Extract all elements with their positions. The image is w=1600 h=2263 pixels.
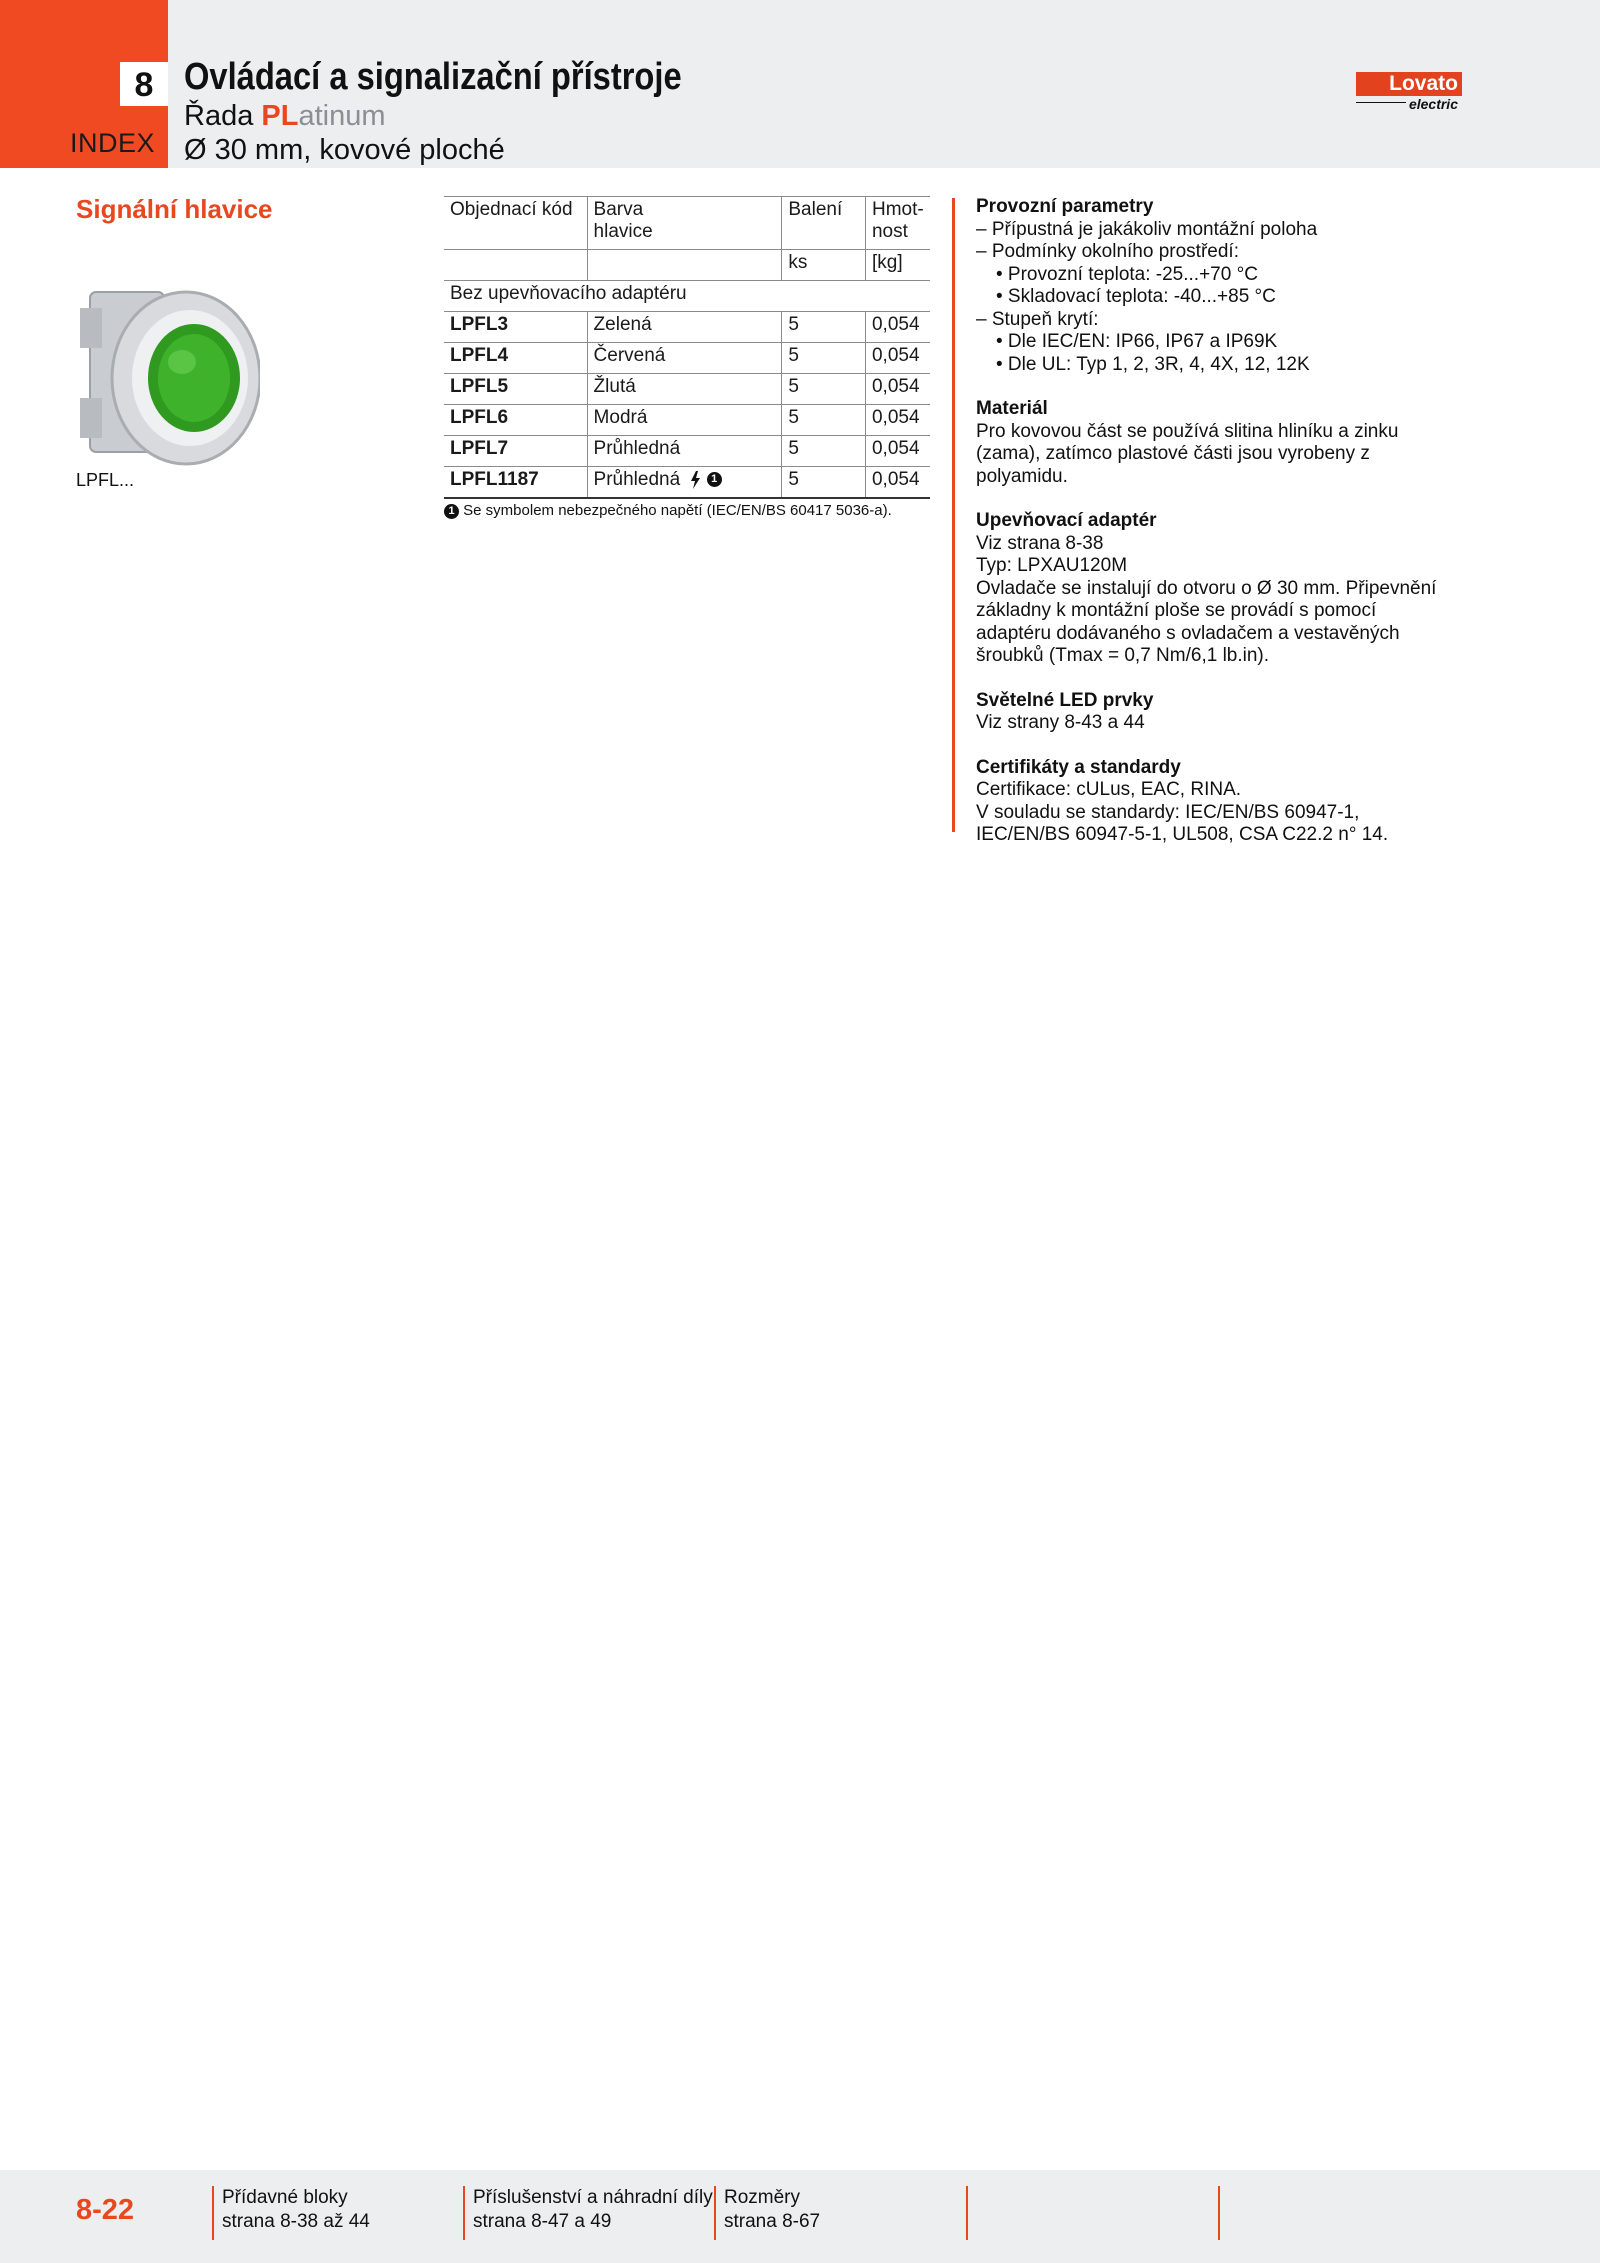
brand-rest: atinum [298,100,386,132]
adapter-text: Ovladače se instalují do otvoru o Ø 30 mm. Připevnění základny k montážní ploše se provádí s pomocí adaptéru dodávaného s ovladačem a vestavěných šroubků (Tmax = 0,7 Nm/6,1 lb.in). [976,577,1437,666]
color-text: Průhledná [593,469,681,490]
footer-empty-cell [966,2186,976,2240]
specs-column [976,196,1446,847]
table-units-row [444,250,930,281]
table-group-row [444,281,930,312]
led-text: Viz strany 8-43 a 44 [976,712,1145,733]
footer-link-title: Příslušenství a náhradní díly [473,2187,713,2208]
section-title: Signální hlavice [76,194,273,224]
operating-line: – Stupeň krytí: [976,308,1099,330]
color-cell: Průhledná [587,436,782,467]
material-heading: Materiál [976,398,1048,419]
footer-link-blocks[interactable] [212,2186,370,2240]
unit-pack: ks [782,250,866,281]
footnote-text: Se symbolem nebezpečného napětí (IEC/EN/BS 60417 5036-a). [463,502,892,519]
pack-cell: 5 [782,467,866,499]
operating-line: • Dle UL: Typ 1, 2, 3R, 4, 4X, 12, 12K [996,353,1310,375]
operating-line: • Dle IEC/EN: IP66, IP67 a IP69K [996,331,1278,352]
operating-line: • Skladovací teplota: -40...+85 °C [996,286,1276,307]
footer-empty-cell [1218,2186,1228,2240]
page-title: Ovládací a signalizační přístroje [184,56,682,98]
adapter-heading: Upevňovací adaptér [976,510,1157,531]
logo-subtext: electric [1408,96,1458,112]
pack-cell: 5 [782,343,866,374]
table-row [444,312,930,343]
operating-line: – Podmínky okolního prostředí: [976,241,1239,262]
table-row [444,405,930,436]
table-row [444,374,930,405]
lightning-icon [689,471,701,489]
footer-link-title: Rozměry [724,2187,801,2208]
color-cell: Žlutá [587,374,782,405]
weight-cell: 0,054 [865,312,930,343]
unit-color [587,250,782,281]
order-code: LPFL3 [444,312,587,343]
table-footnote [444,502,892,519]
weight-cell: 0,054 [865,405,930,436]
weight-cell: 0,054 [865,467,930,499]
certs-heading: Certifikáty a standardy [976,756,1181,778]
pack-cell: 5 [782,405,866,436]
table-row [444,467,930,499]
order-code: LPFL7 [444,436,587,467]
pack-cell: 5 [782,374,866,405]
series-line [184,100,386,133]
order-code: LPFL5 [444,374,587,405]
certs-line: V souladu se standardy: IEC/EN/BS 60947-1, [976,801,1360,823]
footer-link-dimensions[interactable] [714,2186,820,2240]
certs-line: IEC/EN/BS 60947-5-1, UL508, CSA C22.2 n° 14. [976,824,1389,845]
lovato-logo [1356,72,1462,112]
product-caption: LPFL... [76,470,135,490]
operating-heading: Provozní parametry [976,196,1154,217]
pack-cell: 5 [782,312,866,343]
color-cell [587,467,782,499]
header-pack: Balení [782,197,866,250]
note-marker-icon: 1 [444,504,459,519]
chapter-number: 8 [120,62,168,106]
logo-rule [1356,102,1406,103]
operating-line: • Provozní teplota: -25...+70 °C [996,263,1258,285]
material-text: Pro kovovou část se používá slitina hliníku a zinku (zama), zatímco plastové části jsou vyrobeny z polyamidu. [976,420,1399,487]
unit-weight: [kg] [865,250,930,281]
certs-line: Certifikace: cULus, EAC, RINA. [976,779,1242,800]
table-header-row [444,197,930,250]
product-table [444,196,930,499]
order-code: LPFL1187 [444,467,587,499]
group-label: Bez upevňovacího adaptéru [444,281,930,312]
index-link[interactable]: INDEX [70,128,156,158]
brand-pl: PL [261,100,299,132]
order-code: LPFL6 [444,405,587,436]
weight-cell: 0,054 [865,343,930,374]
series-prefix: Řada [184,100,262,132]
logo-wordmark: Lovato [1356,72,1462,96]
footer-link-accessories[interactable] [463,2186,713,2240]
footer-link-ref: strana 8-47 a 49 [473,2211,612,2232]
order-code: LPFL4 [444,343,587,374]
table-row [444,436,930,467]
header-color: Barva hlavice [587,197,782,250]
column-divider [952,198,955,832]
product-image [70,278,260,472]
weight-cell: 0,054 [865,436,930,467]
weight-cell: 0,054 [865,374,930,405]
adapter-type: Typ: LPXAU120M [976,555,1128,576]
unit-code [444,250,587,281]
color-cell: Červená [587,343,782,374]
adapter-ref: Viz strana 8-38 [976,532,1104,554]
table-row [444,343,930,374]
color-cell: Modrá [587,405,782,436]
header-weight: Hmot-nost [865,197,930,250]
operating-line: – Přípustná je jakákoliv montážní poloha [976,218,1318,240]
note-marker-icon: 1 [707,472,722,487]
footer-link-title: Přídavné bloky [222,2187,348,2208]
pack-cell: 5 [782,436,866,467]
color-cell: Zelená [587,312,782,343]
led-heading: Světelné LED prvky [976,689,1154,711]
footer-link-ref: strana 8-38 až 44 [222,2211,370,2232]
page-subtitle: Ø 30 mm, kovové ploché [184,134,505,166]
page-number: 8-22 [76,2194,135,2226]
header-code: Objednací kód [444,197,587,250]
footer-link-ref: strana 8-67 [724,2211,821,2232]
